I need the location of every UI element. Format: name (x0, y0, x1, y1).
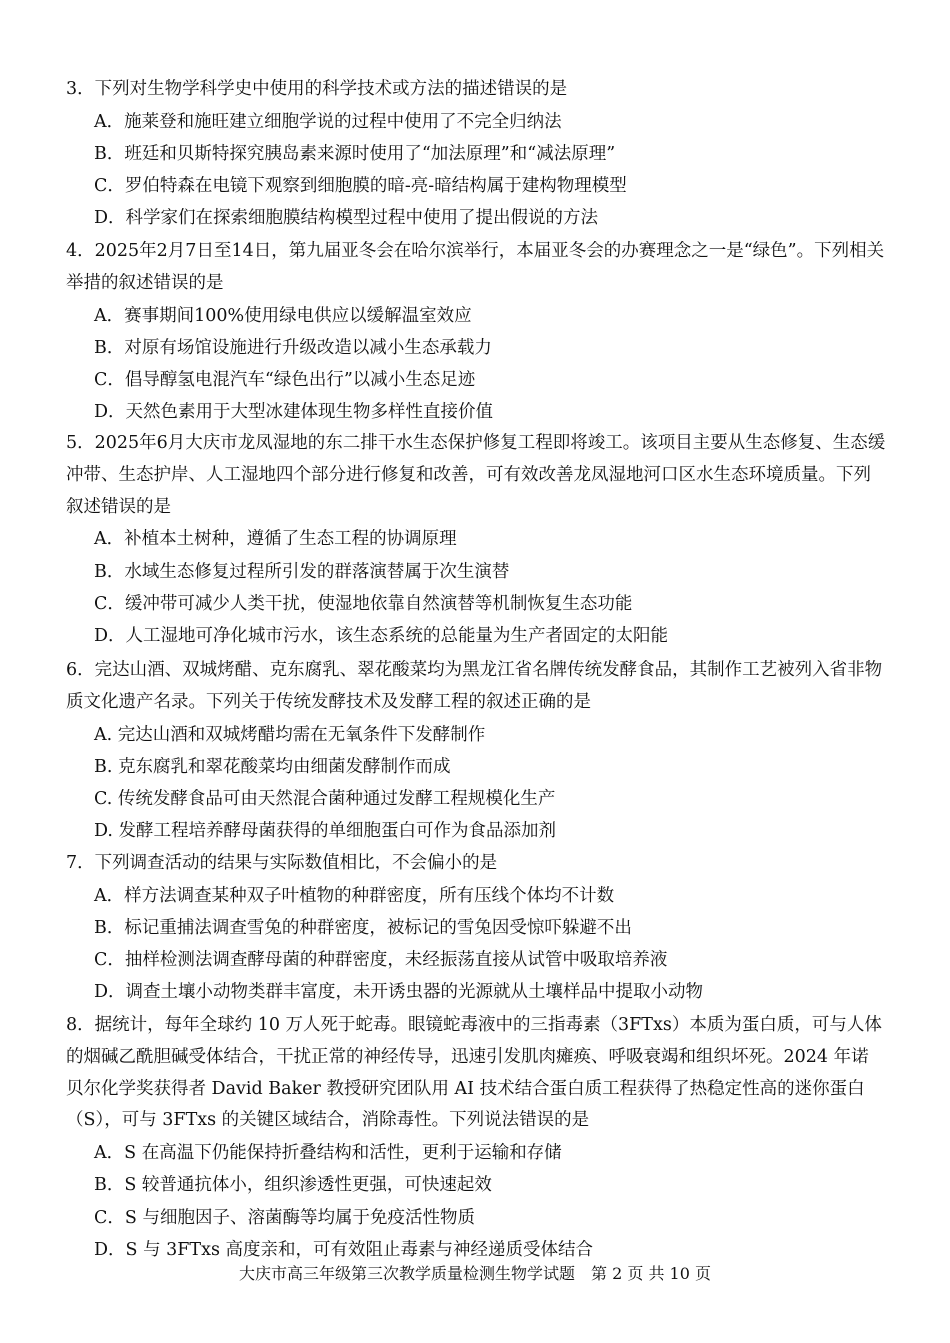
option-a: A. 完达山酒和双城烤醋均需在无氧条件下发酵制作 (94, 724, 486, 745)
option-c: C．缓冲带可减少人类干扰，使湿地依靠自然演替等机制恢复生态功能 (94, 593, 633, 614)
question-stem: 5．2025年6月大庆市龙凤湿地的东二排干水生态保护修复工程即将竣工。该项目主要从生态修复、生态缓冲带、生态护岸、人工湿地四个部分进行修复和改善，可有效改善龙凤湿地河口区水生态环境质量。下列叙述错误的是 (66, 433, 886, 517)
option-d: D．科学家们在探索细胞膜结构模型过程中使用了提出假说的方法 (94, 208, 599, 229)
option-b: B．水域生态修复过程所引发的群落演替属于次生演替 (94, 561, 510, 582)
option-b: B．标记重捕法调查雪兔的种群密度，被标记的雪兔因受惊吓躲避不出 (94, 918, 632, 938)
question-stem: 4．2025年2月7日至14日，第九届亚冬会在哈尔滨举行，本届亚冬会的办赛理念之一是“绿色”。下列相关举措的叙述错误的是 (66, 241, 885, 293)
question-number: 3． (66, 79, 95, 99)
page-footer: 大庆市高三年级第三次教学质量检测生物学试题 第 2 页 共 10 页 (239, 1264, 711, 1283)
option-b: B．班廷和贝斯特探究胰岛素来源时使用了“加法原理”和“减法原理” (94, 144, 616, 164)
option-d: D．调查土壤小动物类群丰富度，未开诱虫器的光源就从土壤样品中提取小动物 (94, 982, 704, 1003)
option-d: D．S 与 3FTxs 高度亲和，可有效阻止毒素与神经递质受体结合 (94, 1239, 594, 1260)
option-c: C．S 与细胞因子、溶菌酶等均属于免疫活性物质 (94, 1207, 475, 1228)
question-number: 5． (66, 433, 95, 453)
question-number: 8． (66, 1015, 95, 1035)
option-b: B. 克东腐乳和翠花酸菜均由细菌发酵制作而成 (94, 756, 451, 777)
option-d: D．人工湿地可净化城市污水，该生态系统的总能量为生产者固定的太阳能 (94, 626, 669, 646)
option-c: C．倡导醇氢电混汽车“绿色出行”以减小生态足迹 (94, 370, 476, 390)
question-number: 6． (66, 660, 95, 680)
question-number: 4． (66, 241, 95, 261)
question-stem: 8．据统计，每年全球约 10 万人死于蛇毒。眼镜蛇毒液中的三指毒素（3FTxs）本质为蛋白质，可与人体的烟碱乙酰胆碱受体结合，干扰正常的神经传导，迅速引发肌肉瘫痪、呼吸衰竭和组织坏死。2024 年诺贝尔化学奖获得者 David Baker 教授研究团队用 AI 技术结合蛋白质工程获得了热稳定性高的迷你蛋白（S），可与 3FTxs 的关键区域结合，消除毒性。下列说法错误的是 (66, 1015, 882, 1131)
option-a: A．施莱登和施旺建立细胞学说的过程中使用了不完全归纳法 (94, 111, 562, 132)
question-6 (66, 655, 886, 847)
option-d: D．天然色素用于大型冰建体现生物多样性直接价值 (94, 402, 494, 423)
option-a: A．补植本土树种，遵循了生态工程的协调原理 (94, 529, 457, 550)
question-stem: 7．下列调查活动的结果与实际数值相比，不会偏小的是 (66, 853, 498, 873)
question-8 (66, 1010, 886, 1266)
question-3 (66, 74, 886, 235)
option-d: D. 发酵工程培养酵母菌获得的单细胞蛋白可作为食品添加剂 (94, 821, 557, 842)
option-c: C．罗伯特森在电镜下观察到细胞膜的暗-亮-暗结构属于建构物理模型 (94, 176, 627, 197)
option-c: C．抽样检测法调查酵母菌的种群密度，未经振荡直接从试管中吸取培养液 (94, 950, 668, 971)
question-5 (66, 428, 886, 652)
option-b: B．对原有场馆设施进行升级改造以减小生态承载力 (94, 337, 492, 358)
option-c: C. 传统发酵食品可由天然混合菌种通过发酵工程规模化生产 (94, 789, 556, 809)
question-stem: 6．完达山酒、双城烤醋、克东腐乳、翠花酸菜均为黑龙江省名牌传统发酵食品，其制作工艺被列入省非物质文化遗产名录。下列关于传统发酵技术及发酵工程的叙述正确的是 (66, 660, 883, 712)
question-7 (66, 848, 886, 1009)
option-a: A．样方法调查某种双子叶植物的种群密度，所有压线个体均不计数 (94, 885, 615, 906)
question-number: 7． (66, 853, 95, 873)
option-a: A．S 在高温下仍能保持折叠结构和活性，更利于运输和存储 (94, 1143, 562, 1164)
option-a: A．赛事期间100%使用绿电供应以缓解温室效应 (94, 305, 472, 326)
question-4 (66, 236, 886, 428)
option-b: B．S 较普通抗体小，组织渗透性更强，可快速起效 (94, 1175, 492, 1196)
question-stem: 3．下列对生物学科学史中使用的科学技术或方法的描述错误的是 (66, 79, 568, 99)
